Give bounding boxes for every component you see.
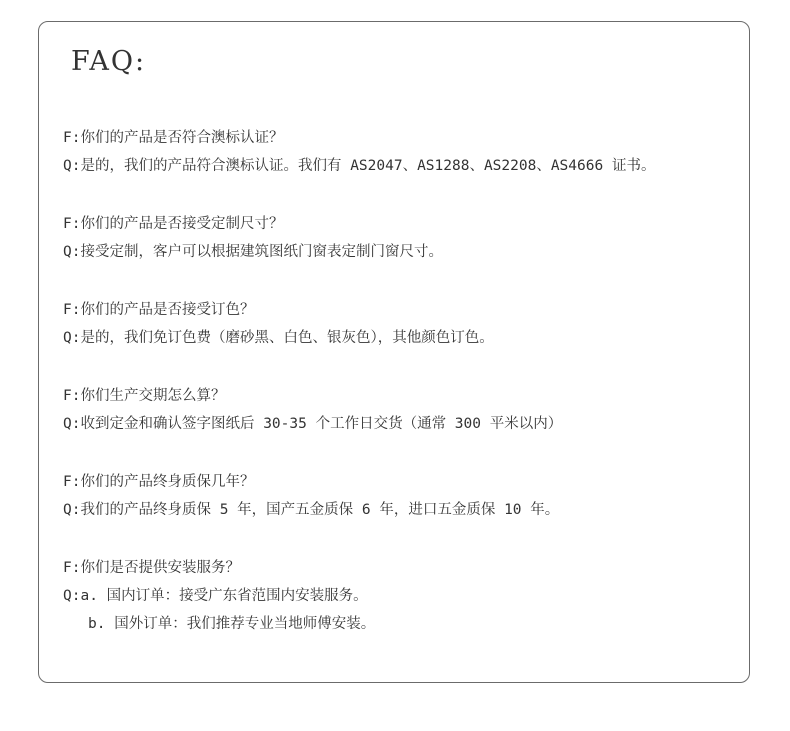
faq-item-certification (63, 124, 743, 180)
answer-text: b. 国外订单：我们推荐专业当地师傅安装。 (88, 616, 376, 632)
faq-question (63, 554, 743, 582)
faq-item-installation (63, 554, 743, 638)
faq-list (63, 124, 743, 668)
faq-answer (63, 496, 743, 524)
question-prefix: F: (63, 560, 81, 576)
question-text: 你们生产交期怎么算？ (80, 388, 226, 404)
answer-prefix: Q: (63, 244, 81, 260)
faq-answer (63, 582, 743, 610)
answer-text: 是的，我们免订色费（磨砂黑、白色、银灰色），其他颜色订色。 (80, 330, 494, 346)
faq-answer (63, 238, 743, 266)
question-text: 你们的产品是否符合澳标认证？ (80, 130, 284, 146)
question-prefix: F: (63, 302, 81, 318)
question-prefix: F: (63, 130, 81, 146)
question-text: 你们是否提供安装服务？ (80, 560, 240, 576)
faq-item-warranty (63, 468, 743, 524)
answer-text: a. 国内订单：接受广东省范围内安装服务。 (80, 588, 368, 604)
faq-answer (63, 410, 743, 438)
answer-text: 我们的产品终身质保 5 年，国产五金质保 6 年，进口五金质保 10 年。 (80, 502, 560, 518)
faq-question (63, 382, 743, 410)
faq-question (63, 296, 743, 324)
question-prefix: F: (63, 474, 81, 490)
faq-question (63, 124, 743, 152)
answer-text: 是的，我们的产品符合澳标认证。我们有 AS2047、AS1288、AS2208、AS4666 证书。 (80, 158, 656, 174)
answer-prefix: Q: (63, 158, 81, 174)
faq-item-custom-size (63, 210, 743, 266)
answer-prefix: Q: (63, 330, 81, 346)
answer-text: 收到定金和确认签字图纸后 30-35 个工作日交货（通常 300 平米以内） (80, 416, 563, 432)
question-text: 你们的产品是否接受定制尺寸？ (80, 216, 284, 232)
faq-panel (38, 21, 750, 683)
faq-title: FAQ: (71, 46, 147, 77)
question-text: 你们的产品终身质保几年？ (80, 474, 255, 490)
answer-prefix: Q: (63, 416, 81, 432)
answer-prefix: Q: (63, 502, 81, 518)
faq-question (63, 468, 743, 496)
faq-item-custom-color (63, 296, 743, 352)
faq-answer (63, 152, 743, 180)
faq-question (63, 210, 743, 238)
faq-item-lead-time (63, 382, 743, 438)
answer-prefix: Q: (63, 588, 81, 604)
question-prefix: F: (63, 216, 81, 232)
answer-text: 接受定制，客户可以根据建筑图纸门窗表定制门窗尺寸。 (80, 244, 443, 260)
faq-answer (63, 324, 743, 352)
question-prefix: F: (63, 388, 81, 404)
question-text: 你们的产品是否接受订色？ (80, 302, 255, 318)
faq-answer-continuation (63, 610, 743, 638)
